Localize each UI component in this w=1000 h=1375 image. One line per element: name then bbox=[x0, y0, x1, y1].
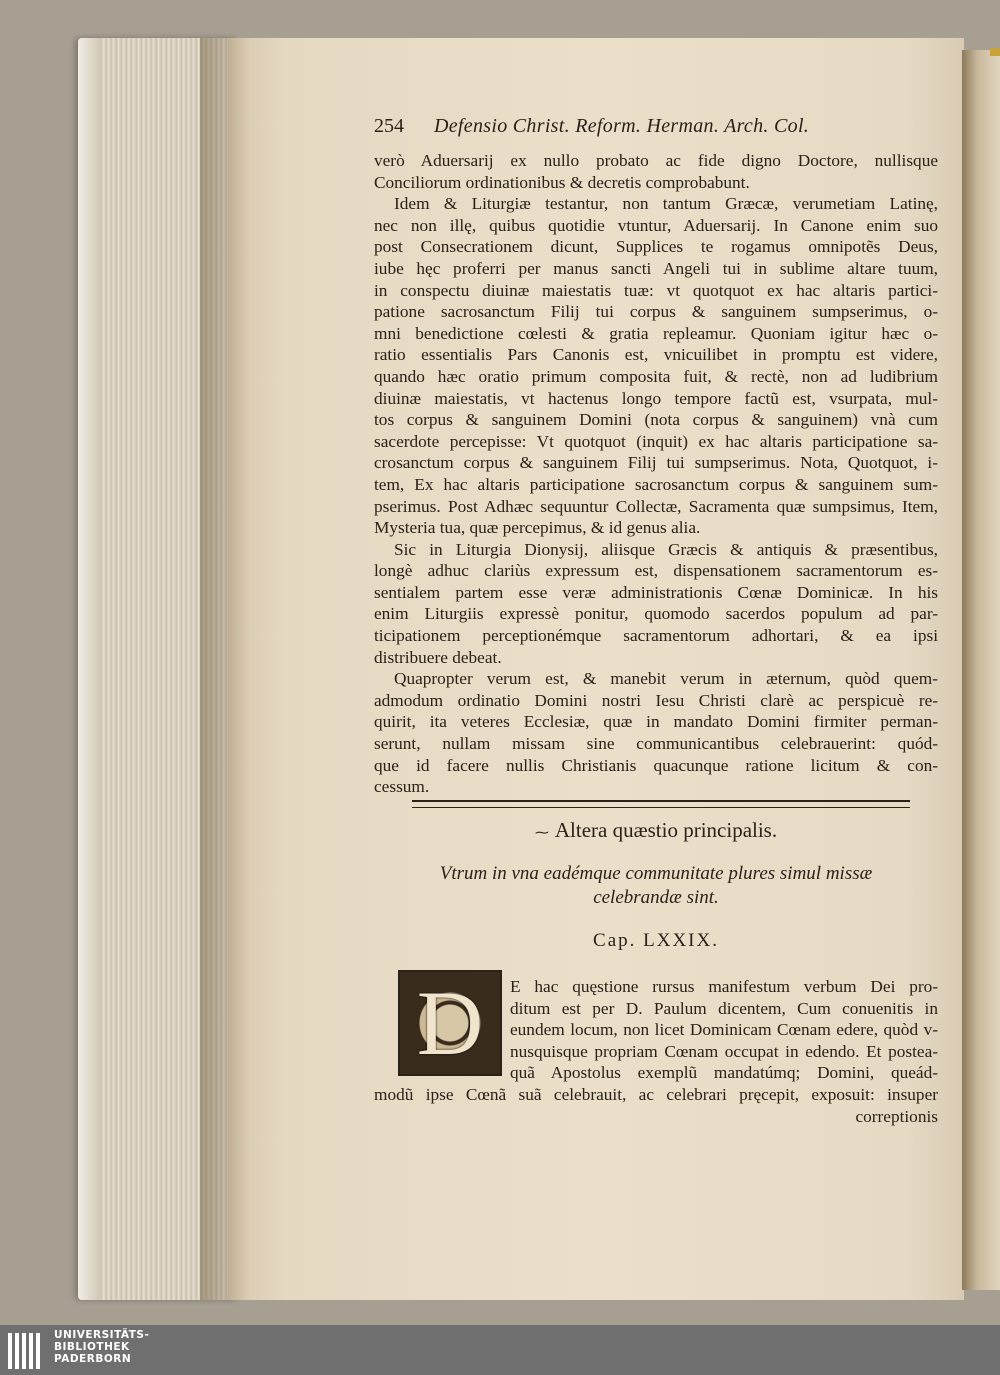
text-line: eundem locum, non licet Dominicam Cœnam edere, quòd v- bbox=[510, 1020, 938, 1040]
text-line: E hac quęstione rursus manifestum verbum Dei pro- bbox=[510, 977, 938, 996]
text-line: patione sacrosanctum Filij tui corpus & sanguinem sumpserimus, o- bbox=[374, 302, 938, 322]
book-cover-edge bbox=[78, 38, 102, 1300]
page-gutter-shadow bbox=[200, 38, 250, 1300]
text-line: que id facere nullis Christianis quacunque ratione licitum & con- bbox=[374, 755, 938, 775]
text-line: Sic in Liturgia Dionysij, aliisque Græcis & antiquis & præsentibus, bbox=[394, 539, 938, 559]
library-logo-text bbox=[54, 1329, 149, 1365]
footer-bar bbox=[0, 1325, 1000, 1375]
text-line: Idem & Liturgiæ testantur, non tantum Græcæ, verumetiam Latinę, bbox=[394, 194, 938, 214]
text-line: sacerdote percepisse: Vt quotquot (inquit) ex hac altaris participatione sa- bbox=[374, 431, 938, 451]
text-line: distribuere debeat. bbox=[374, 647, 502, 667]
question-line: celebrandæ sint. bbox=[593, 887, 719, 908]
facing-page-edge bbox=[962, 50, 1000, 1290]
chapter-text bbox=[374, 976, 938, 1127]
paragraph-1 bbox=[374, 150, 938, 193]
page-number: 254 bbox=[374, 115, 404, 137]
text-line: in conspectu diuinæ maiestatis tuæ: vt quotquot ex hac altaris partici- bbox=[374, 280, 938, 300]
text-line: diuinæ maiestatis, vt hactenus longo tempore factũ est, vsurpata, mul- bbox=[374, 388, 938, 408]
text-line: verò Aduersarij ex nullo probato ac fide digno Doctore, nullisque bbox=[374, 151, 938, 170]
chapter-number: Cap. LXXIX. bbox=[593, 930, 719, 951]
text-line: modũ ipse Cœnã suã celebrauit, ac celebrari pręcepit, exposuit: insuper bbox=[374, 1084, 938, 1104]
paragraph-4 bbox=[374, 668, 938, 798]
section-title-text: Altera quæstio principalis. bbox=[554, 818, 778, 842]
running-head: Defensio Christ. Reform. Herman. Arch. Col. bbox=[434, 115, 810, 137]
text-line: quirit, ita veteres Ecclesiæ, quæ in mandato Domini firmiter perman- bbox=[374, 712, 938, 732]
text-line: admodum ordinatio Domini nostri Iesu Christi clarè ac perspicuè re- bbox=[374, 690, 938, 710]
question-heading bbox=[374, 862, 938, 910]
text-line: post Consecrationem dicunt, Supplices te rogamus omnipotẽs Deus, bbox=[374, 237, 938, 257]
initial-letter: D bbox=[416, 972, 484, 1074]
text-line: quã Apostolus exemplũ mandatúmq; Domini, queád- bbox=[510, 1063, 938, 1083]
text-line: tem, Ex hac altaris participatione sacrosanctum corpus & sanguinem sum- bbox=[374, 474, 938, 494]
text-line: nusquisque propriam Cœnam occupat in edendo. Et postea- bbox=[510, 1041, 938, 1061]
text-line: nec non illę, quibus quotidie vtuntur, Aduersarij. In Canone enim suo bbox=[374, 215, 938, 235]
text-line: cessum. bbox=[374, 777, 430, 797]
text-line: Conciliorum ordinationibus & decretis comprobabunt. bbox=[374, 172, 750, 192]
text-line: Mysteria tua, quæ percepimus, & id genus alia. bbox=[374, 518, 701, 538]
text-line: mni benedictione cœlesti & gratia repleamur. Quoniam igitur hæc o- bbox=[374, 323, 938, 343]
paragraph-2 bbox=[374, 193, 938, 539]
text-line: crosanctum corpus & sanguinem Filij tui sumpserimus. Nota, Quotquot, i- bbox=[374, 453, 938, 473]
text-line: serunt, nullam missam sine communicantibus celebrauerint: quód- bbox=[374, 734, 938, 754]
text-line: Quapropter verum est, & manebit verum in æternum, quòd quem- bbox=[394, 669, 938, 689]
text-line: ratio essentialis Pars Canonis est, vnicuilibet in promptu est videre, bbox=[374, 345, 938, 365]
paragraph-3 bbox=[374, 539, 938, 669]
text-line: sentialem partem esse veræ administrationis Cœnæ Dominicæ. In his bbox=[374, 582, 938, 602]
logo-line: UNIVERSITÄTS- bbox=[54, 1329, 150, 1341]
text-line: enim Liturgiis expressè ponitur, quomodo sacerdos populum ad par- bbox=[374, 604, 938, 624]
text-line: ditum est per D. Paulum dicentem, Cum conuenitis in bbox=[510, 998, 938, 1018]
question-line: Vtrum in vna eadémque communitate plures simul missæ bbox=[439, 863, 873, 884]
library-logo-icon bbox=[8, 1333, 46, 1369]
text-line: ticipationem perceptionémque sacramentorum adhortari, & ea ipsi bbox=[374, 626, 938, 646]
logo-line: BIBLIOTHEK bbox=[54, 1341, 130, 1353]
section-title bbox=[374, 818, 938, 843]
ornament-icon: ⁓ bbox=[534, 826, 549, 841]
page-content bbox=[374, 116, 938, 798]
text-line: longè adhuc clariùs expressum est, dispensationem sacramentorum es- bbox=[374, 561, 938, 581]
text-line: pserimus. Post Adhæc sequuntur Collectæ, Sacramenta quæ sumpsimus, Item, bbox=[374, 496, 938, 516]
text-line: tos corpus & sanguinem Domini (nota corpus & sanguinem) vnà cum bbox=[374, 410, 938, 430]
text-line: quando hæc oratio primum composita fuit, & rectè, non ad ludibrium bbox=[374, 366, 938, 386]
logo-line: PADERBORN bbox=[54, 1353, 132, 1365]
section-divider bbox=[412, 800, 910, 808]
gilt-edge bbox=[990, 48, 1000, 56]
page-header bbox=[374, 116, 938, 146]
text-line: iube hęc proferri per manus sancti Angeli tui in sublime altare tuum, bbox=[374, 258, 938, 278]
catchword: correptionis bbox=[855, 1106, 938, 1126]
